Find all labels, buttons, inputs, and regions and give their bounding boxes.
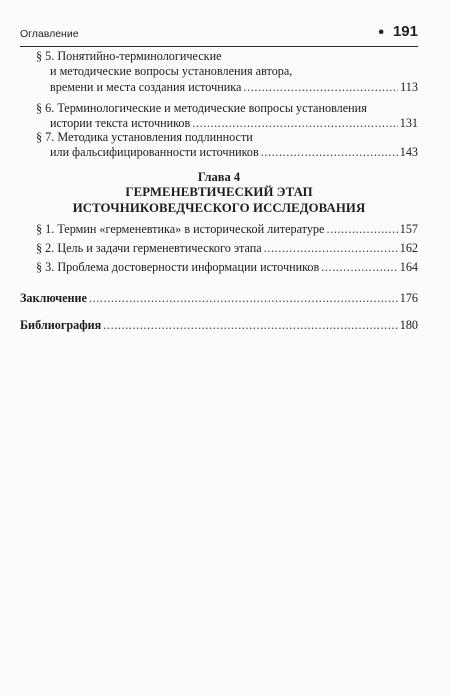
toc-entry-section-5: [36, 49, 418, 95]
toc-entry-line: § 6. Терминологические и методические вопросы установления: [36, 101, 367, 115]
toc-entry-section-6: [36, 101, 418, 132]
toc-entry-text: Библиография: [20, 318, 102, 332]
dot-leader: [264, 241, 398, 256]
toc-entry-bibliography: [20, 318, 418, 333]
toc-entry-line: § 7. Методика установления подлинности: [36, 130, 253, 144]
toc-entry-chapter-4-section-2: [36, 241, 418, 256]
toc-entry-chapter-4-section-1: [36, 222, 418, 237]
toc-entry-text: § 2. Цель и задачи герменевтического этапа: [36, 241, 262, 255]
toc-page-number: 143: [399, 145, 418, 160]
toc-page-number: 162: [399, 241, 418, 255]
toc-entry-line: и методические вопросы установления автора,: [50, 64, 293, 79]
toc-entry-chapter-4-section-3: [36, 260, 418, 275]
toc-page-number: 131: [399, 116, 418, 131]
toc-page-number: 157: [399, 222, 418, 236]
toc-entry-text: § 1. Термин «герменевтика» в исторической литературе: [36, 222, 325, 236]
toc-entry-line: § 5. Понятийно-терминологические: [36, 49, 222, 63]
dot-leader: [243, 80, 398, 95]
toc-entry-last-line: [36, 241, 418, 256]
chapter-heading: [20, 170, 418, 216]
running-header-page: [378, 23, 418, 42]
running-header-title: Оглавление: [20, 28, 79, 40]
dot-leader: [89, 291, 398, 306]
toc-entry-text: § 3. Проблема достоверности информации источников: [36, 260, 320, 274]
page-number: 191: [392, 23, 418, 40]
toc-entry-section-7: [36, 130, 418, 161]
toc-entry-last-line: [20, 291, 418, 306]
toc-page-number: 164: [399, 260, 418, 274]
toc-entry-conclusion: [20, 291, 418, 306]
toc-entry-last-line: [36, 222, 418, 237]
toc-entry-line: истории текста источников: [50, 116, 191, 131]
toc-entry-line: или фальсифицированности источников: [50, 145, 259, 160]
running-header: [20, 22, 418, 47]
toc-entry-last-line: [36, 80, 418, 95]
toc-entry-last-line: [36, 260, 418, 275]
toc-page-number: 113: [400, 79, 418, 94]
chapter-title-line: ИСТОЧНИКОВЕДЧЕСКОГО ИССЛЕДОВАНИЯ: [72, 200, 366, 215]
dot-leader: [326, 222, 397, 237]
toc-entry-last-line: [20, 318, 418, 333]
toc-entry-line: времени и места создания источника: [50, 79, 242, 94]
toc-page-number: 180: [399, 318, 418, 332]
dot-leader: [103, 318, 397, 333]
toc-entry-last-line: [36, 145, 418, 160]
toc-page-number: 176: [399, 291, 418, 305]
bullet-icon: •: [378, 24, 384, 41]
chapter-label: Глава 4: [197, 170, 241, 184]
dot-leader: [261, 145, 398, 160]
chapter-title-line: ГЕРМЕНЕВТИЧЕСКИЙ ЭТАП: [125, 185, 313, 200]
dot-leader: [321, 260, 397, 275]
toc-entry-text: Заключение: [20, 291, 87, 305]
